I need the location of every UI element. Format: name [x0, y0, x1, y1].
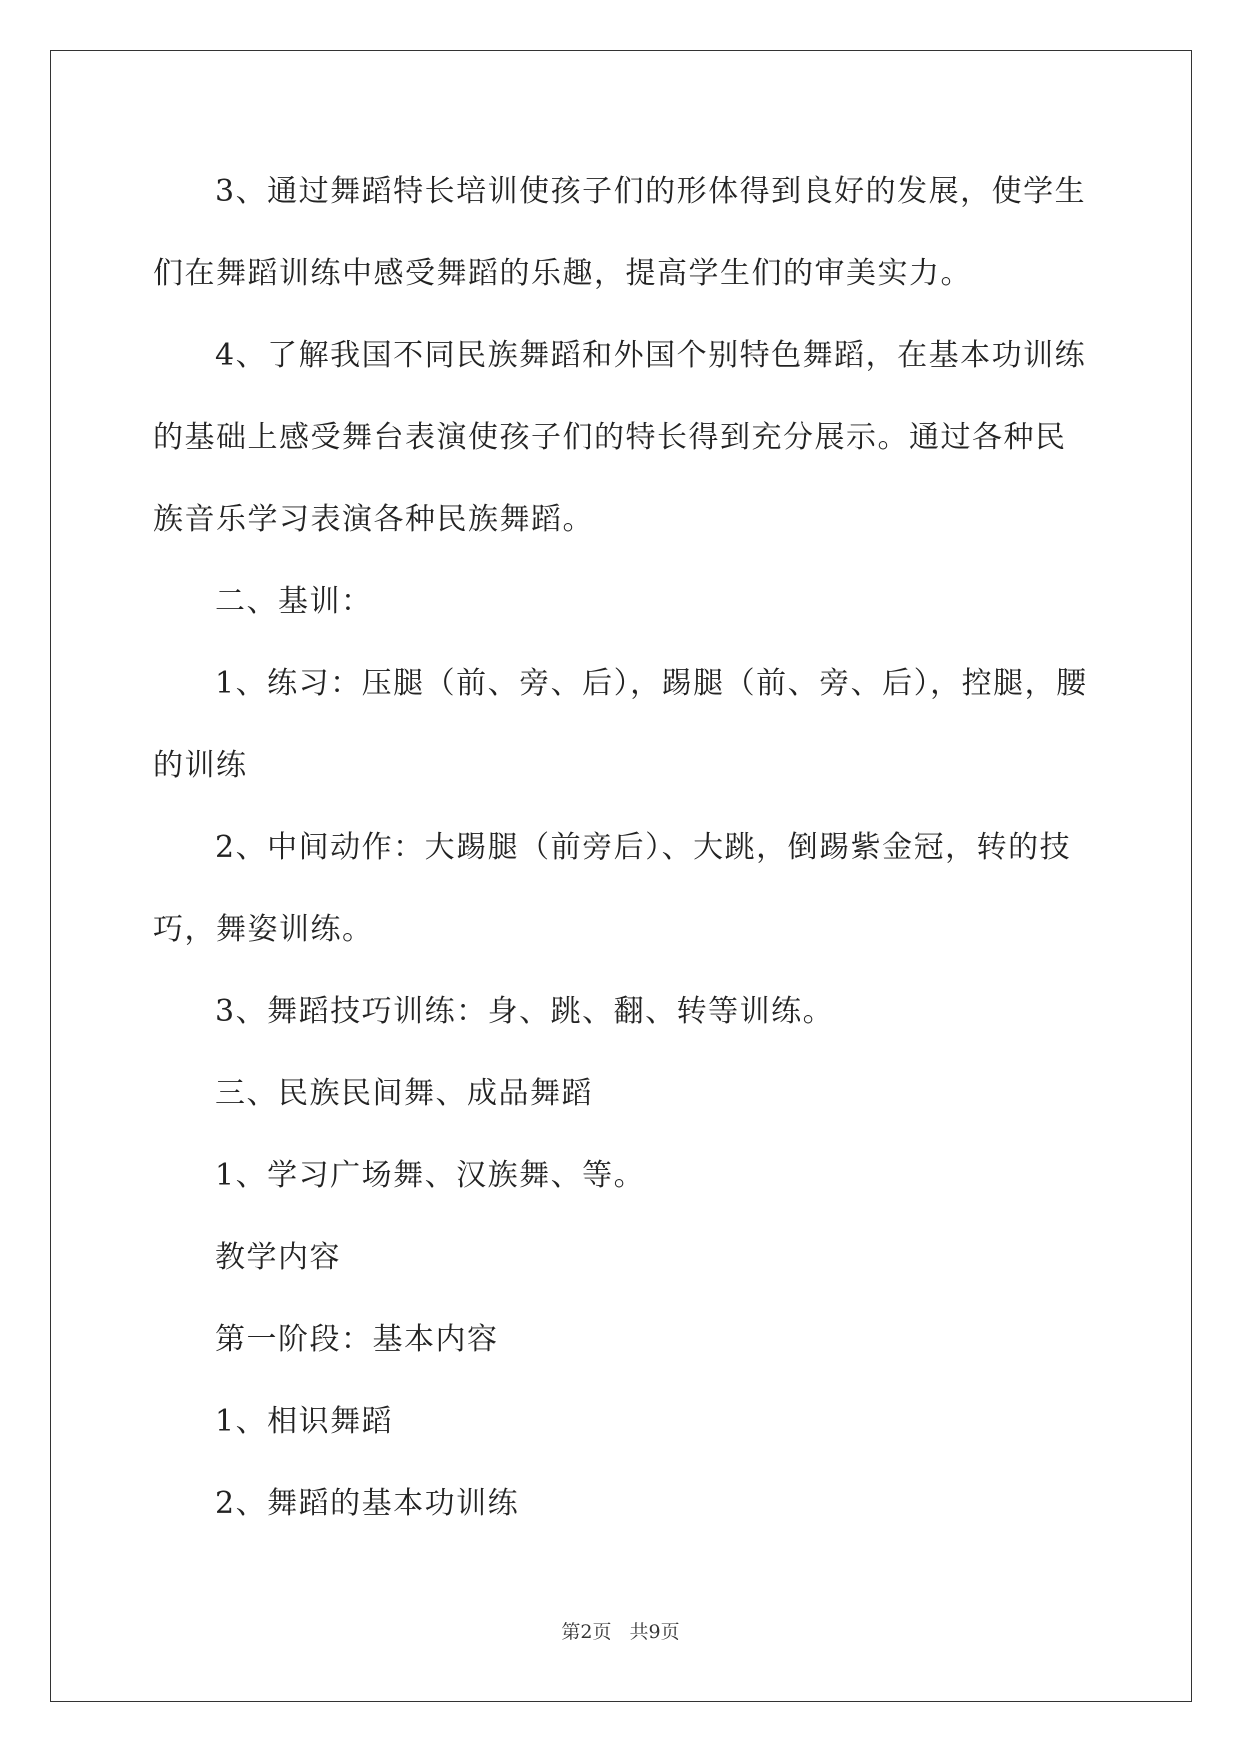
page-number: 第2页 — [561, 1621, 612, 1643]
paragraph-folk-1: 1、学习广场舞、汉族舞、等。 — [215, 1158, 646, 1193]
paragraph-stage-2: 2、舞蹈的基本功训练 — [215, 1486, 520, 1521]
heading-basic-training: 二、基训： — [215, 584, 373, 619]
paragraph-training-3: 3、舞蹈技巧训练：身、跳、翻、转等训练。 — [215, 994, 835, 1029]
heading-folk-dance: 三、民族民间舞、成品舞蹈 — [215, 1076, 593, 1111]
page-footer — [0, 1617, 1241, 1644]
paragraph-training-1: 1、练习：压腿（前、旁、后），踢腿（前、旁、后），控腿，腰的训练 — [153, 666, 1088, 783]
heading-stage-one: 第一阶段：基本内容 — [215, 1322, 499, 1357]
page-total: 共9页 — [629, 1621, 680, 1643]
heading-teaching-content: 教学内容 — [215, 1240, 341, 1275]
paragraph-goal-4: 4、了解我国不同民族舞蹈和外国个别特色舞蹈，在基本功训练的基础上感受舞台表演使孩子们的特长得到充分展示。通过各种民族音乐学习表演各种民族舞蹈。 — [153, 338, 1087, 537]
paragraph-goal-3: 3、通过舞蹈特长培训使孩子们的形体得到良好的发展，使学生们在舞蹈训练中感受舞蹈的乐趣，提高学生们的审美实力。 — [153, 174, 1087, 291]
paragraph-stage-1: 1、相识舞蹈 — [215, 1404, 394, 1439]
paragraph-training-2: 2、中间动作：大踢腿（前旁后）、大跳，倒踢紫金冠，转的技巧，舞姿训练。 — [153, 830, 1072, 947]
